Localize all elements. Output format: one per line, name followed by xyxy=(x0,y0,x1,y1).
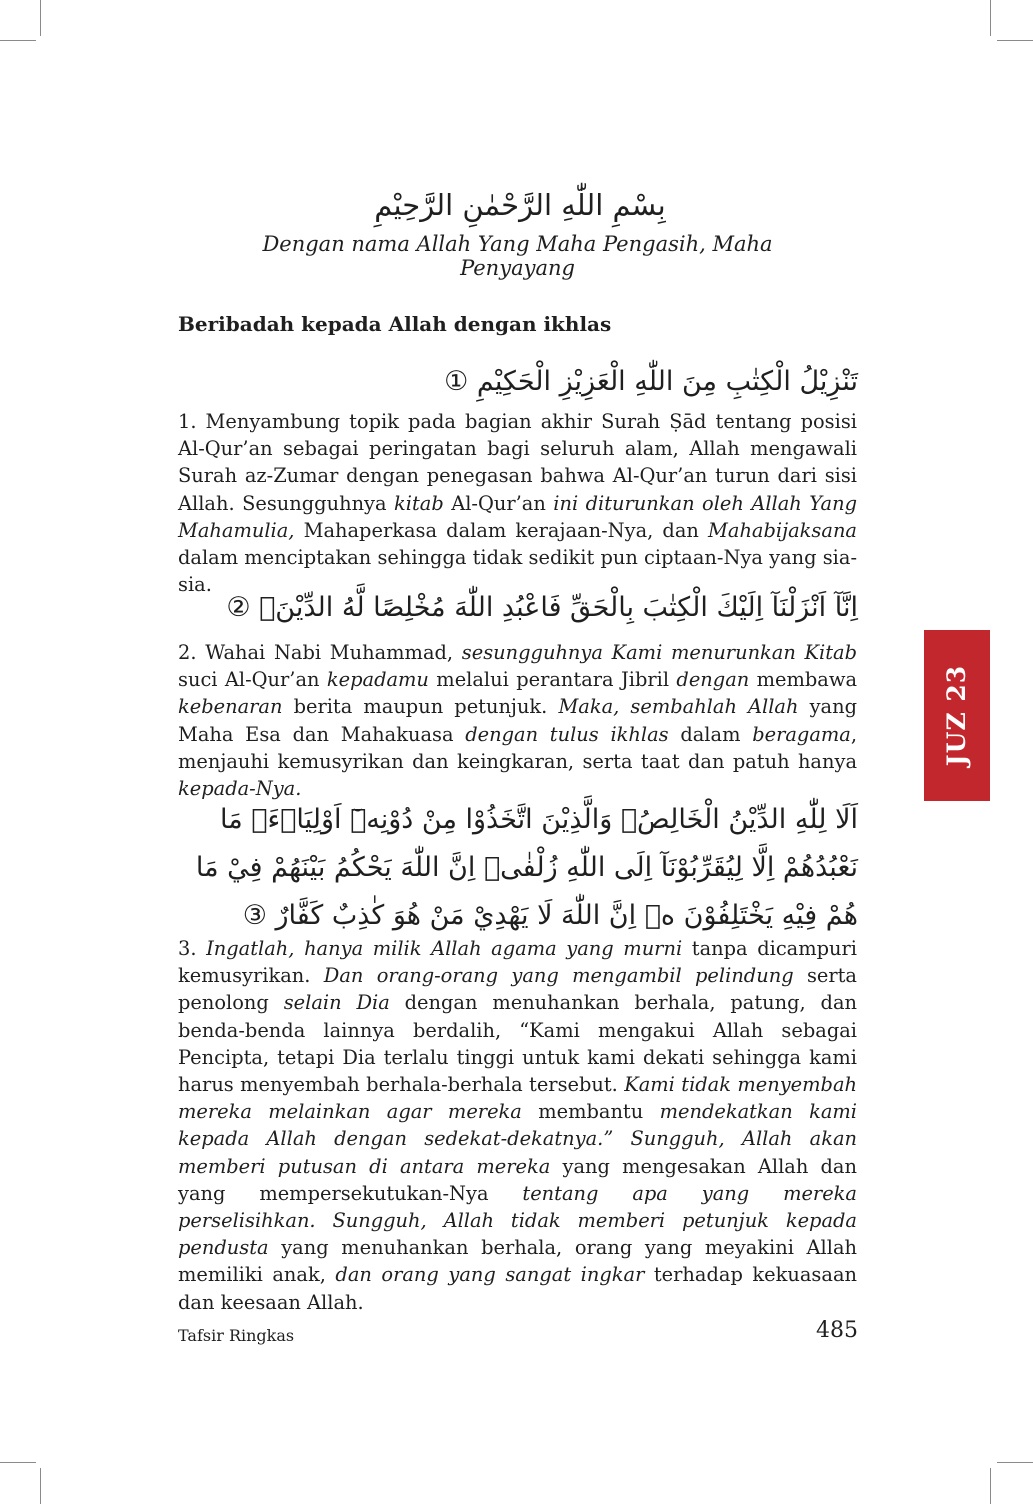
tafsir-run: terhadap kekuasaan dan keesaan Allah. xyxy=(178,1263,857,1314)
tafsir-run: yang mengesakan Allah dan yang mempersekutukan-Nya xyxy=(178,1154,857,1205)
tafsir-run: suci Al-Qur’an xyxy=(178,668,327,692)
tafsir-run: Kami tidak menyembah mereka melainkan agar mereka xyxy=(178,1073,858,1124)
crop-mark-bottom-right-h xyxy=(997,1462,1033,1463)
verse-1-arabic: تَنْزِيْلُ الْكِتٰبِ مِنَ اللّٰهِ الْعَزِيْزِ الْحَكِيْمِ ① xyxy=(444,366,858,397)
verse-2-arabic: اِنَّآ اَنْزَلْنَآ اِلَيْكَ الْكِتٰبَ بِالْحَقِّ فَاعْبُدِ اللّٰهَ مُخْلِصًا لَّهُ الدِّيْنَۗ ② xyxy=(226,592,858,623)
tafsir-run: 2. Wahai Nabi Muhammad, xyxy=(178,641,462,664)
verse-2-tafsir xyxy=(178,639,857,802)
tafsir-run: yang Maha Esa dan Mahakuasa xyxy=(178,695,857,746)
tafsir-run: , menjauhi kemusyrikan dan keingkaran, serta taat dan patuh hanya xyxy=(178,722,857,773)
tafsir-run: dengan xyxy=(676,668,750,692)
tafsir-run: membawa xyxy=(749,668,858,692)
tafsir-run: membantu xyxy=(521,1100,660,1124)
tafsir-run: Mahaperkasa dalam kerajaan-Nya, dan xyxy=(294,518,709,542)
verse-3-tafsir xyxy=(178,935,857,1316)
tafsir-run: dan orang yang sangat ingkar xyxy=(335,1263,645,1287)
tafsir-run: beragama xyxy=(752,722,851,746)
tafsir-run: sesungguhnya Kami menurunkan Kitab xyxy=(461,641,857,664)
section-title: Beribadah kepada Allah dengan ikhlas xyxy=(178,312,612,336)
tafsir-run: Maka, sembahlah Allah xyxy=(558,695,799,719)
tafsir-run: tanpa dicampuri kemusyrikan. xyxy=(178,937,858,988)
tafsir-run: ini diturunkan oleh Allah Yang Mahamulia, xyxy=(178,491,857,542)
tafsir-run: berita maupun petunjuk. xyxy=(282,695,559,719)
tafsir-run: kepada-Nya. xyxy=(178,777,302,801)
tafsir-run: Ingatlah, hanya milik Allah agama yang murni xyxy=(206,937,683,960)
verse-3-arabic: اَلَا لِلّٰهِ الدِّيْنُ الْخَالِصُۗ وَالَّذِيْنَ اتَّخَذُوْا مِنْ دُوْنِهٖٓ اَوْلِيَاۤءَۘ مَا نَعْبُدُهُمْ اِلَّا لِيُقَرِّبُوْنَآ اِلَى اللّٰهِ زُلْفٰىۗ اِنَّ اللّٰهَ يَحْكُمُ بَيْنَهُمْ فِيْ مَا هُمْ فِيْهِ يَخْتَلِفُوْنَ ەۗ اِنَّ اللّٰهَ لَا يَهْدِيْ مَنْ هُوَ كٰذِبٌ كَفَّارٌ ③ xyxy=(195,804,858,931)
verse-1-tafsir xyxy=(178,408,857,598)
bismillah-arabic: بِسْمِ اللّٰهِ الرَّحْمٰنِ الرَّحِيْمِ xyxy=(374,188,666,222)
tafsir-run: 3. xyxy=(178,937,207,960)
bismillah-translation: Dengan nama Allah Yang Maha Pengasih, Maha Penyayang xyxy=(262,232,773,280)
tafsir-run: kitab xyxy=(394,491,444,515)
juz-side-tab xyxy=(924,630,990,801)
crop-mark-bottom-right xyxy=(990,1468,991,1504)
juz-label: JUZ 23 xyxy=(942,664,972,767)
footer-book-title: Tafsir Ringkas xyxy=(178,1326,295,1345)
crop-mark-top-right-h xyxy=(997,40,1033,41)
tafsir-run: dengan tulus ikhlas xyxy=(465,722,669,746)
tafsir-run: dalam menciptakan sehingga tidak sedikit pun ciptaan-Nya yang sia-sia. xyxy=(178,546,857,597)
tafsir-run: kepadamu xyxy=(326,668,429,692)
tafsir-run: dalam xyxy=(668,722,753,746)
crop-mark-top-left-h xyxy=(0,40,36,41)
tafsir-run: selain Dia xyxy=(283,991,390,1015)
tafsir-run: serta penolong xyxy=(178,964,857,1015)
tafsir-run: 1. Menyambung topik pada bagian akhir Surah Ṣād tentang posisi Al-Qur’an sebagai peringatan bagi seluruh alam, Allah mengawali Surah az-Zumar dengan penegasan bahwa Al-Qur’an turun dari sisi Allah. Sesungguhnya xyxy=(178,410,857,515)
tafsir-run: melalui perantara Jibril xyxy=(428,668,677,692)
tafsir-run: Mahabijaksana xyxy=(708,518,857,542)
tafsir-run: Dan orang-orang yang mengambil pelindung xyxy=(323,964,794,988)
crop-mark-bottom-left xyxy=(40,1468,41,1504)
tafsir-run: Al-Qur’an xyxy=(443,491,554,515)
tafsir-run: mendekatkan kami kepada Allah dengan sedekat-dekatnya.” Sungguh, Allah akan memberi putusan di antara mereka xyxy=(178,1100,857,1178)
tafsir-run: kebenaran xyxy=(178,695,283,719)
crop-mark-top-right xyxy=(990,0,991,36)
crop-mark-top-left xyxy=(40,0,41,36)
page-number: 485 xyxy=(816,1318,858,1343)
crop-mark-bottom-left-h xyxy=(0,1462,36,1463)
tafsir-run: dengan menuhankan berhala, patung, dan benda-benda lainnya berdalih, “Kami mengakui Allah sebagai Pencipta, tetapi Dia terlalu tinggi untuk kami dekati sehingga kami harus menyembah berhala-berhala tersebut. xyxy=(178,991,858,1097)
tafsir-run: tentang apa yang mereka perselisihkan. Sungguh, Allah tidak memberi petunjuk kepada pendusta xyxy=(178,1181,857,1260)
tafsir-run: yang menuhankan berhala, orang yang meyakini Allah memiliki anak, xyxy=(178,1236,857,1287)
